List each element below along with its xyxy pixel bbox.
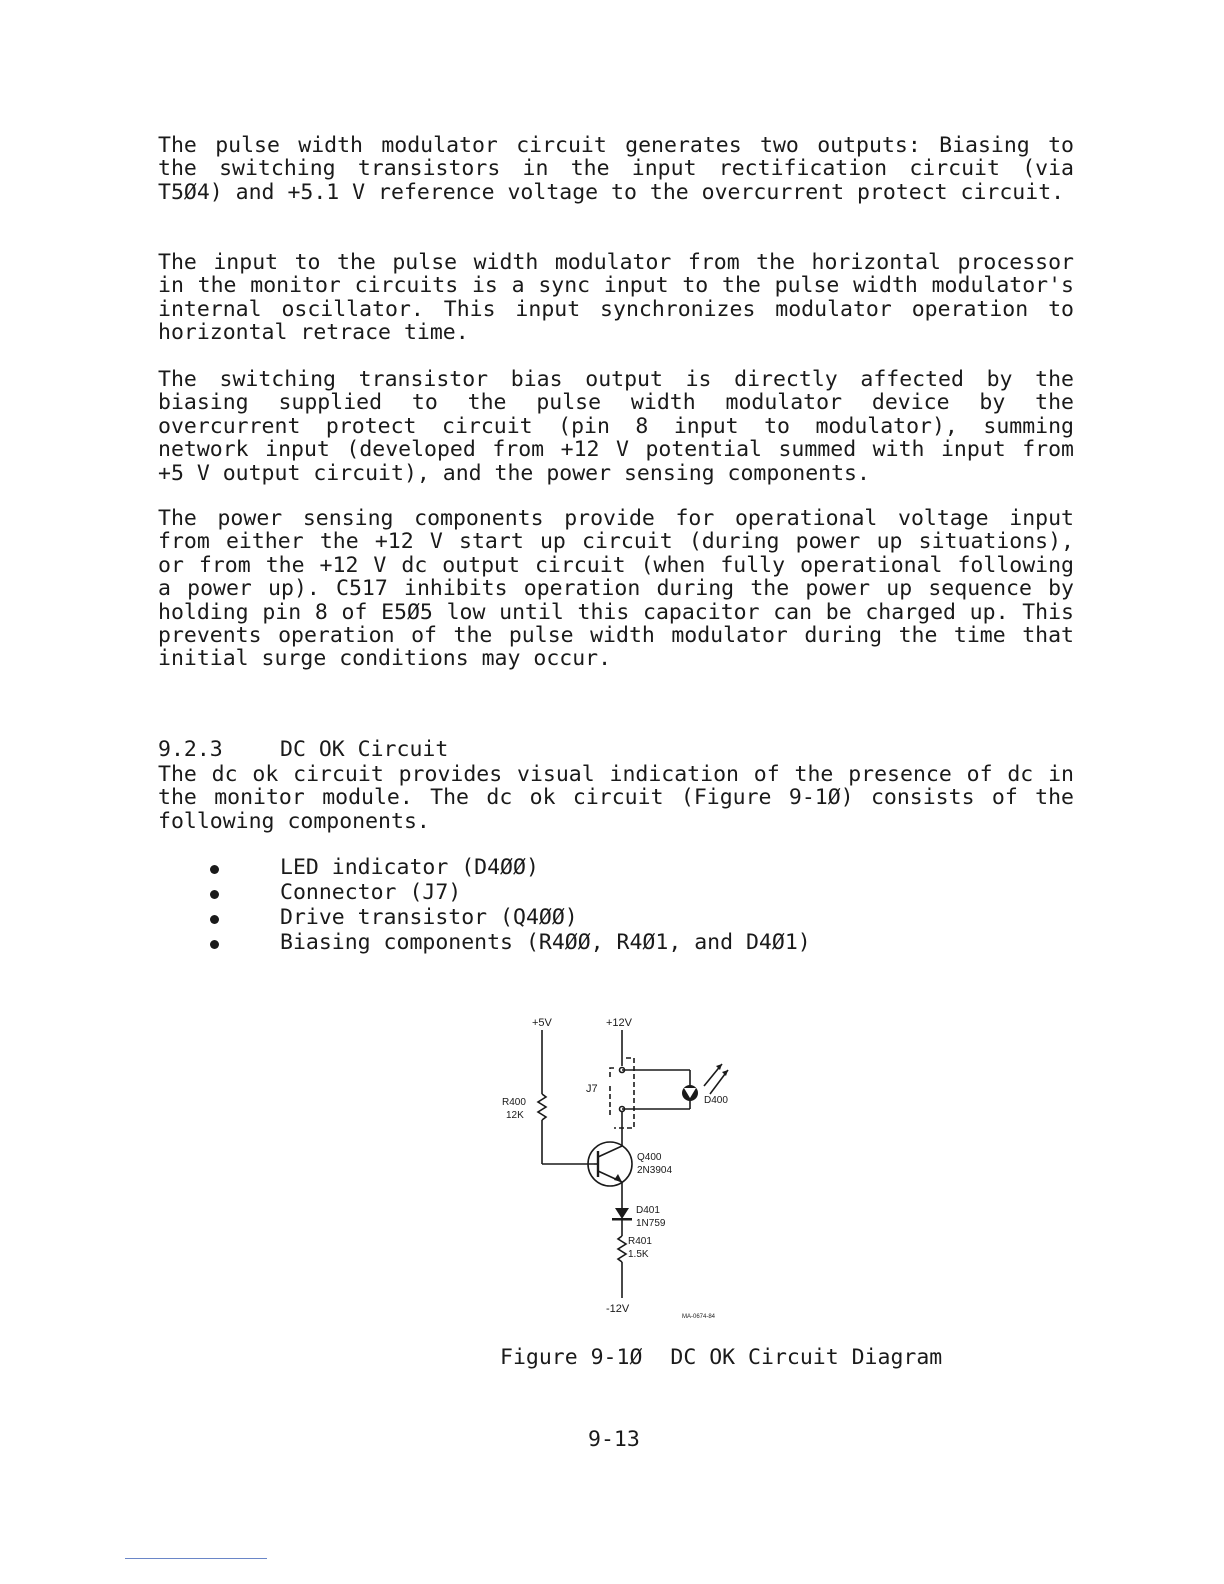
paragraph-pwm-input: The input to the pulse width modulator from the horizontal processor in the monitor circuits is a sync input to the pulse width modulator's internal oscillator. This input synchronizes modulator operation to horizontal retrace time.: [158, 250, 1074, 346]
bullet-icon: [210, 915, 219, 924]
label-r400: R400: [502, 1097, 526, 1108]
document-page: The pulse width modulator circuit generates two outputs: Biasing to the switching transistors in the input rectification circuit (via T5Ø4) and +5.1 V reference voltage to the overcurrent protect circuit. The input to the pulse width modulator from the horizontal processor in the monitor circuits is a sync input to the pulse width modulator's internal oscillator. This input synchronizes modulator operation to horizontal retrace time. The switching transistor bias output is directly affected by the biasing supplied to the pulse width modulator device by the overcurrent protect circuit (pin 8 input to modulator), summing network input (developed from +12 V potential summed with input from +5 V output circuit), and the power sensing components. The power sensing components provide for operational voltage input from either the +12 V start up circuit (during power up situations), or from the +12 V dc output circuit (when fully operational following a power up). C517 inhibits operation during the power up sequence by holding pin 8 of E5Ø5 low until this capacitor can be charged up. This prevents operation of the pulse width modulator during the time that initial surge conditions may occur. 9.2.3 DC OK Circuit The dc ok circuit provides visual indication of the presence of dc in the monitor module. The dc ok circuit (Figure 9-1Ø) consists of the following components. LED indicator (D4ØØ) Connector (J7) Drive transistor (Q4ØØ) Biasing components (R4ØØ, R4Ø1, and D4Ø1) +5V +12V J7 R400 12K D400 Q400 2N3904 D401 1N759 R401 1.5K -12V MA-0674-84 Figure 9-1Ø DC OK Circuit Diagram 9-13: [0, 0, 1224, 1584]
page-number: 9-13: [588, 1427, 640, 1452]
section-number: 9.2.3: [158, 737, 223, 762]
label-q400-part: 2N3904: [637, 1165, 673, 1176]
bullet-icon: [210, 865, 219, 874]
figure-number: Figure 9-1Ø: [500, 1345, 643, 1370]
label-r401: R401: [628, 1236, 652, 1247]
label-q400: Q400: [637, 1152, 662, 1163]
bullet-icon: [210, 890, 219, 899]
label-d401-part: 1N759: [636, 1218, 666, 1229]
drawing-id: MA-0674-84: [682, 1314, 716, 1320]
figure-title: DC OK Circuit Diagram: [670, 1345, 943, 1370]
paragraph-bias-output: The switching transistor bias output is directly affected by the biasing supplied to the pulse width modulator device by the overcurrent protect circuit (pin 8 input to modulator), summing network input (developed from +12 V potential summed with input from +5 V output circuit), and the power sensing components.: [158, 367, 1074, 486]
label-d400: D400: [704, 1095, 728, 1106]
section-intro: The dc ok circuit provides visual indication of the presence of dc in the monitor module. The dc ok circuit (Figure 9-1Ø) consists of the following components.: [158, 762, 1074, 834]
figure-caption: [500, 1346, 942, 1370]
bullet-icon: [210, 940, 219, 949]
label-r401-value: 1.5K: [628, 1249, 649, 1260]
label-plus-12v: +12V: [606, 1017, 632, 1029]
dc-ok-circuit-schematic: [490, 1008, 760, 1328]
label-j7: J7: [586, 1083, 598, 1095]
label-plus-5v: +5V: [532, 1017, 552, 1029]
paragraph-power-sensing: The power sensing components provide for operational voltage input from either the +12 V start up circuit (during power up situations), or from the +12 V dc output circuit (when fully operational following a power up). C517 inhibits operation during the power up sequence by holding pin 8 of E5Ø5 low until this capacitor can be charged up. This prevents operation of the pulse width modulator during the time that initial surge conditions may occur.: [158, 506, 1074, 672]
label-minus-12v: -12V: [606, 1303, 630, 1315]
label-r400-value: 12K: [506, 1110, 524, 1121]
section-heading: [158, 738, 448, 762]
label-d401: D401: [636, 1205, 660, 1216]
footer-rule: [125, 1558, 267, 1559]
paragraph-pwm-outputs: The pulse width modulator circuit generates two outputs: Biasing to the switching transistors in the input rectification circuit (via T5Ø4) and +5.1 V reference voltage to the overcurrent protect circuit.: [158, 133, 1074, 205]
section-title: DC OK Circuit: [280, 737, 449, 762]
